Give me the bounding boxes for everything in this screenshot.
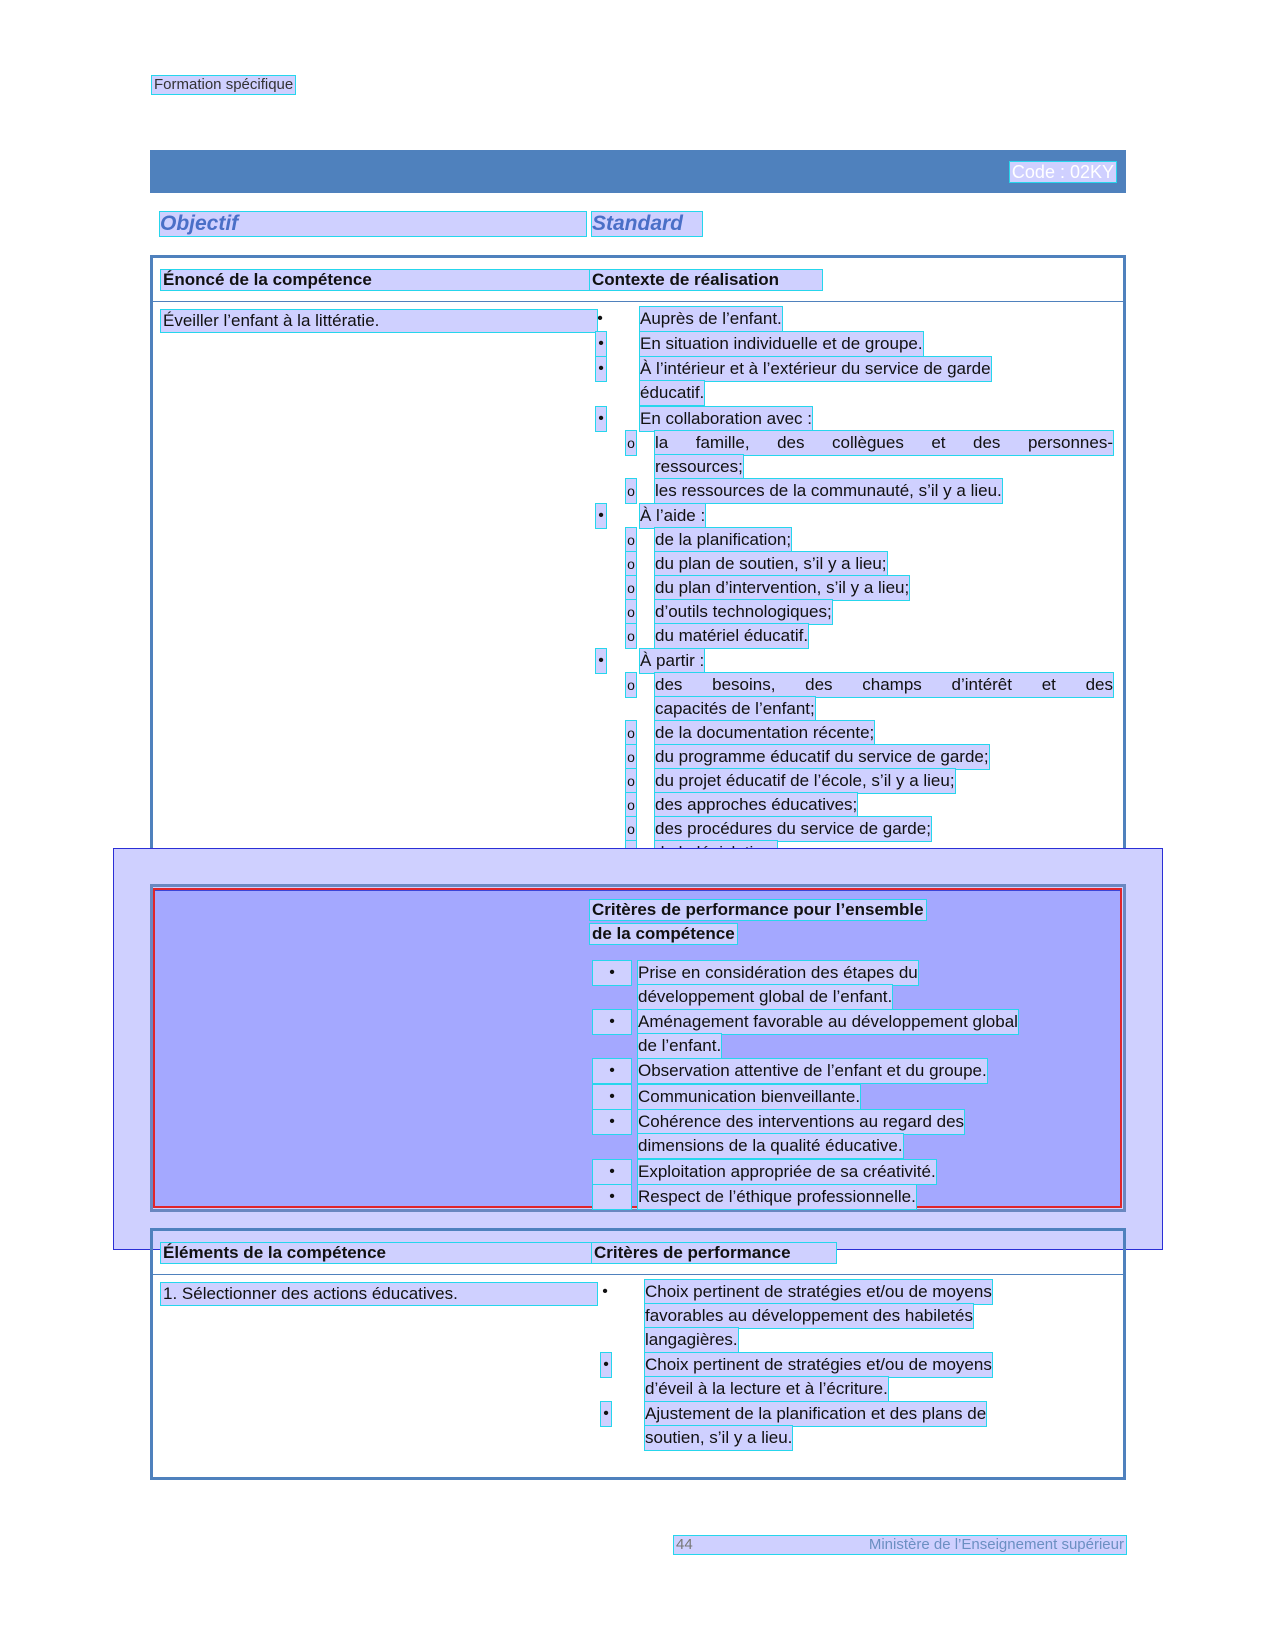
sub-list-item: des approches éducatives;	[655, 793, 857, 817]
code-bar	[150, 150, 1126, 193]
criteria-item: Observation attentive de l’enfant et du groupe.	[638, 1059, 987, 1083]
bullet-circle: o	[626, 431, 636, 455]
bullet-dot: •	[593, 1059, 631, 1083]
list-item: Auprès de l’enfant.	[640, 307, 782, 331]
sub-list-item-continued: capacités de l’enfant;	[655, 697, 815, 721]
bullet-circle: o	[626, 817, 636, 841]
sub-list-item: la famille, des collègues et des personnes-	[655, 431, 1113, 455]
bullet-circle: o	[626, 479, 636, 503]
bullet-dot: •	[596, 332, 606, 356]
bullet-dot: •	[596, 649, 606, 673]
criteria-item: Aménagement favorable au développement global	[638, 1010, 1018, 1034]
bullet-circle: o	[626, 552, 636, 576]
list-item: À l’aide :	[640, 504, 705, 528]
criteria-item-continued: dimensions de la qualité éducative.	[638, 1134, 903, 1158]
performance-criterion: Choix pertinent de stratégies et/ou de moyens	[645, 1353, 992, 1377]
list-item-continued: éducatif.	[640, 381, 704, 405]
performance-criteria-header: Critères de performance	[592, 1243, 836, 1263]
performance-criterion: Choix pertinent de stratégies et/ou de moyens	[645, 1280, 992, 1304]
ministry-name: Ministère de l’Enseignement supérieur	[868, 1536, 1124, 1553]
sub-list-item-continued: ressources;	[655, 455, 743, 479]
sub-list-item: du plan d’intervention, s’il y a lieu;	[655, 576, 909, 600]
bullet-dot: •	[593, 1085, 631, 1109]
sub-list-item: du matériel éducatif.	[655, 624, 808, 648]
bullet-dot: •	[593, 1010, 631, 1034]
bullet-dot: •	[597, 310, 603, 327]
performance-criterion: Ajustement de la planification et des plans de	[645, 1402, 986, 1426]
sub-list-item: de la documentation récente;	[655, 721, 874, 745]
bullet-circle: o	[626, 528, 636, 552]
competence-element: 1. Sélectionner des actions éducatives.	[161, 1283, 597, 1305]
bullet-circle: o	[626, 673, 636, 697]
performance-criterion-continued: favorables au développement des habiletés	[645, 1304, 973, 1328]
sub-list-item: des procédures du service de garde;	[655, 817, 931, 841]
bullet-circle: o	[626, 600, 636, 624]
sub-list-item: des besoins, des champs d’intérêt et des	[655, 673, 1113, 697]
table-header-divider	[155, 890, 1120, 891]
bullet-dot: •	[593, 1110, 631, 1134]
bullet-circle: o	[626, 624, 636, 648]
bullet-dot: •	[596, 504, 606, 528]
performance-criterion-continued: soutien, s’il y a lieu.	[645, 1426, 792, 1450]
criteria-item: Prise en considération des étapes du	[638, 961, 918, 985]
sub-list-item: d’outils technologiques;	[655, 600, 832, 624]
bullet-dot: •	[593, 1160, 631, 1184]
sub-list-item: du programme éducatif du service de garde;	[655, 745, 989, 769]
criteria-item: Respect de l’éthique professionnelle.	[638, 1185, 916, 1209]
criteria-item-continued: développement global de l’enfant.	[638, 985, 892, 1009]
bullet-dot: •	[601, 1353, 611, 1377]
criteria-header-line2: de la compétence	[592, 924, 735, 943]
criteria-item: Cohérence des interventions au regard des	[638, 1110, 964, 1134]
context-table	[150, 255, 1126, 870]
sub-list-item: du plan de soutien, s’il y a lieu;	[655, 552, 887, 576]
bullet-dot: •	[596, 357, 606, 381]
list-item: En collaboration avec :	[640, 407, 812, 431]
performance-criterion-continued: d’éveil à la lecture et à l’écriture.	[645, 1377, 888, 1401]
performance-criterion-continued: langagières.	[645, 1328, 738, 1352]
list-item: À partir :	[640, 649, 704, 673]
list-item: À l’intérieur et à l’extérieur du service de garde	[640, 357, 991, 381]
elements-header: Éléments de la compétence	[161, 1243, 591, 1263]
running-header: Formation spécifique	[154, 76, 294, 93]
bullet-dot: •	[596, 407, 606, 431]
context-header: Contexte de réalisation	[590, 270, 822, 290]
criteria-header-line1: Critères de performance pour l’ensemble	[592, 900, 924, 919]
bullet-dot: •	[593, 961, 631, 985]
bullet-dot: •	[593, 1185, 631, 1209]
bullet-circle: o	[626, 576, 636, 600]
table-header-divider	[153, 301, 1123, 302]
sub-list-item: du projet éducatif de l’école, s’il y a lieu;	[655, 769, 955, 793]
objectif-title: Objectif	[160, 212, 586, 236]
page-number: 44	[676, 1536, 693, 1553]
bullet-circle: o	[626, 745, 636, 769]
sub-list-item: de la planification;	[655, 528, 791, 552]
table-header-divider	[153, 1274, 1123, 1275]
footer	[674, 1536, 1126, 1554]
bullet-dot: •	[601, 1402, 611, 1426]
bullet-circle: o	[626, 793, 636, 817]
criteria-item: Communication bienveillante.	[638, 1085, 860, 1109]
sub-list-item: les ressources de la communauté, s’il y a lieu.	[655, 479, 1002, 503]
competence-header: Énoncé de la compétence	[161, 270, 591, 290]
list-item: En situation individuelle et de groupe.	[640, 332, 923, 356]
competence-code: Code : 02KY	[1011, 162, 1114, 182]
competence-statement: Éveiller l’enfant à la littératie.	[161, 310, 597, 332]
criteria-item: Exploitation appropriée de sa créativité.	[638, 1160, 936, 1184]
bullet-dot: •	[602, 1283, 608, 1300]
bullet-circle: o	[626, 769, 636, 793]
standard-title: Standard	[592, 212, 702, 236]
bullet-circle: o	[626, 721, 636, 745]
criteria-item-continued: de l’enfant.	[638, 1034, 721, 1058]
